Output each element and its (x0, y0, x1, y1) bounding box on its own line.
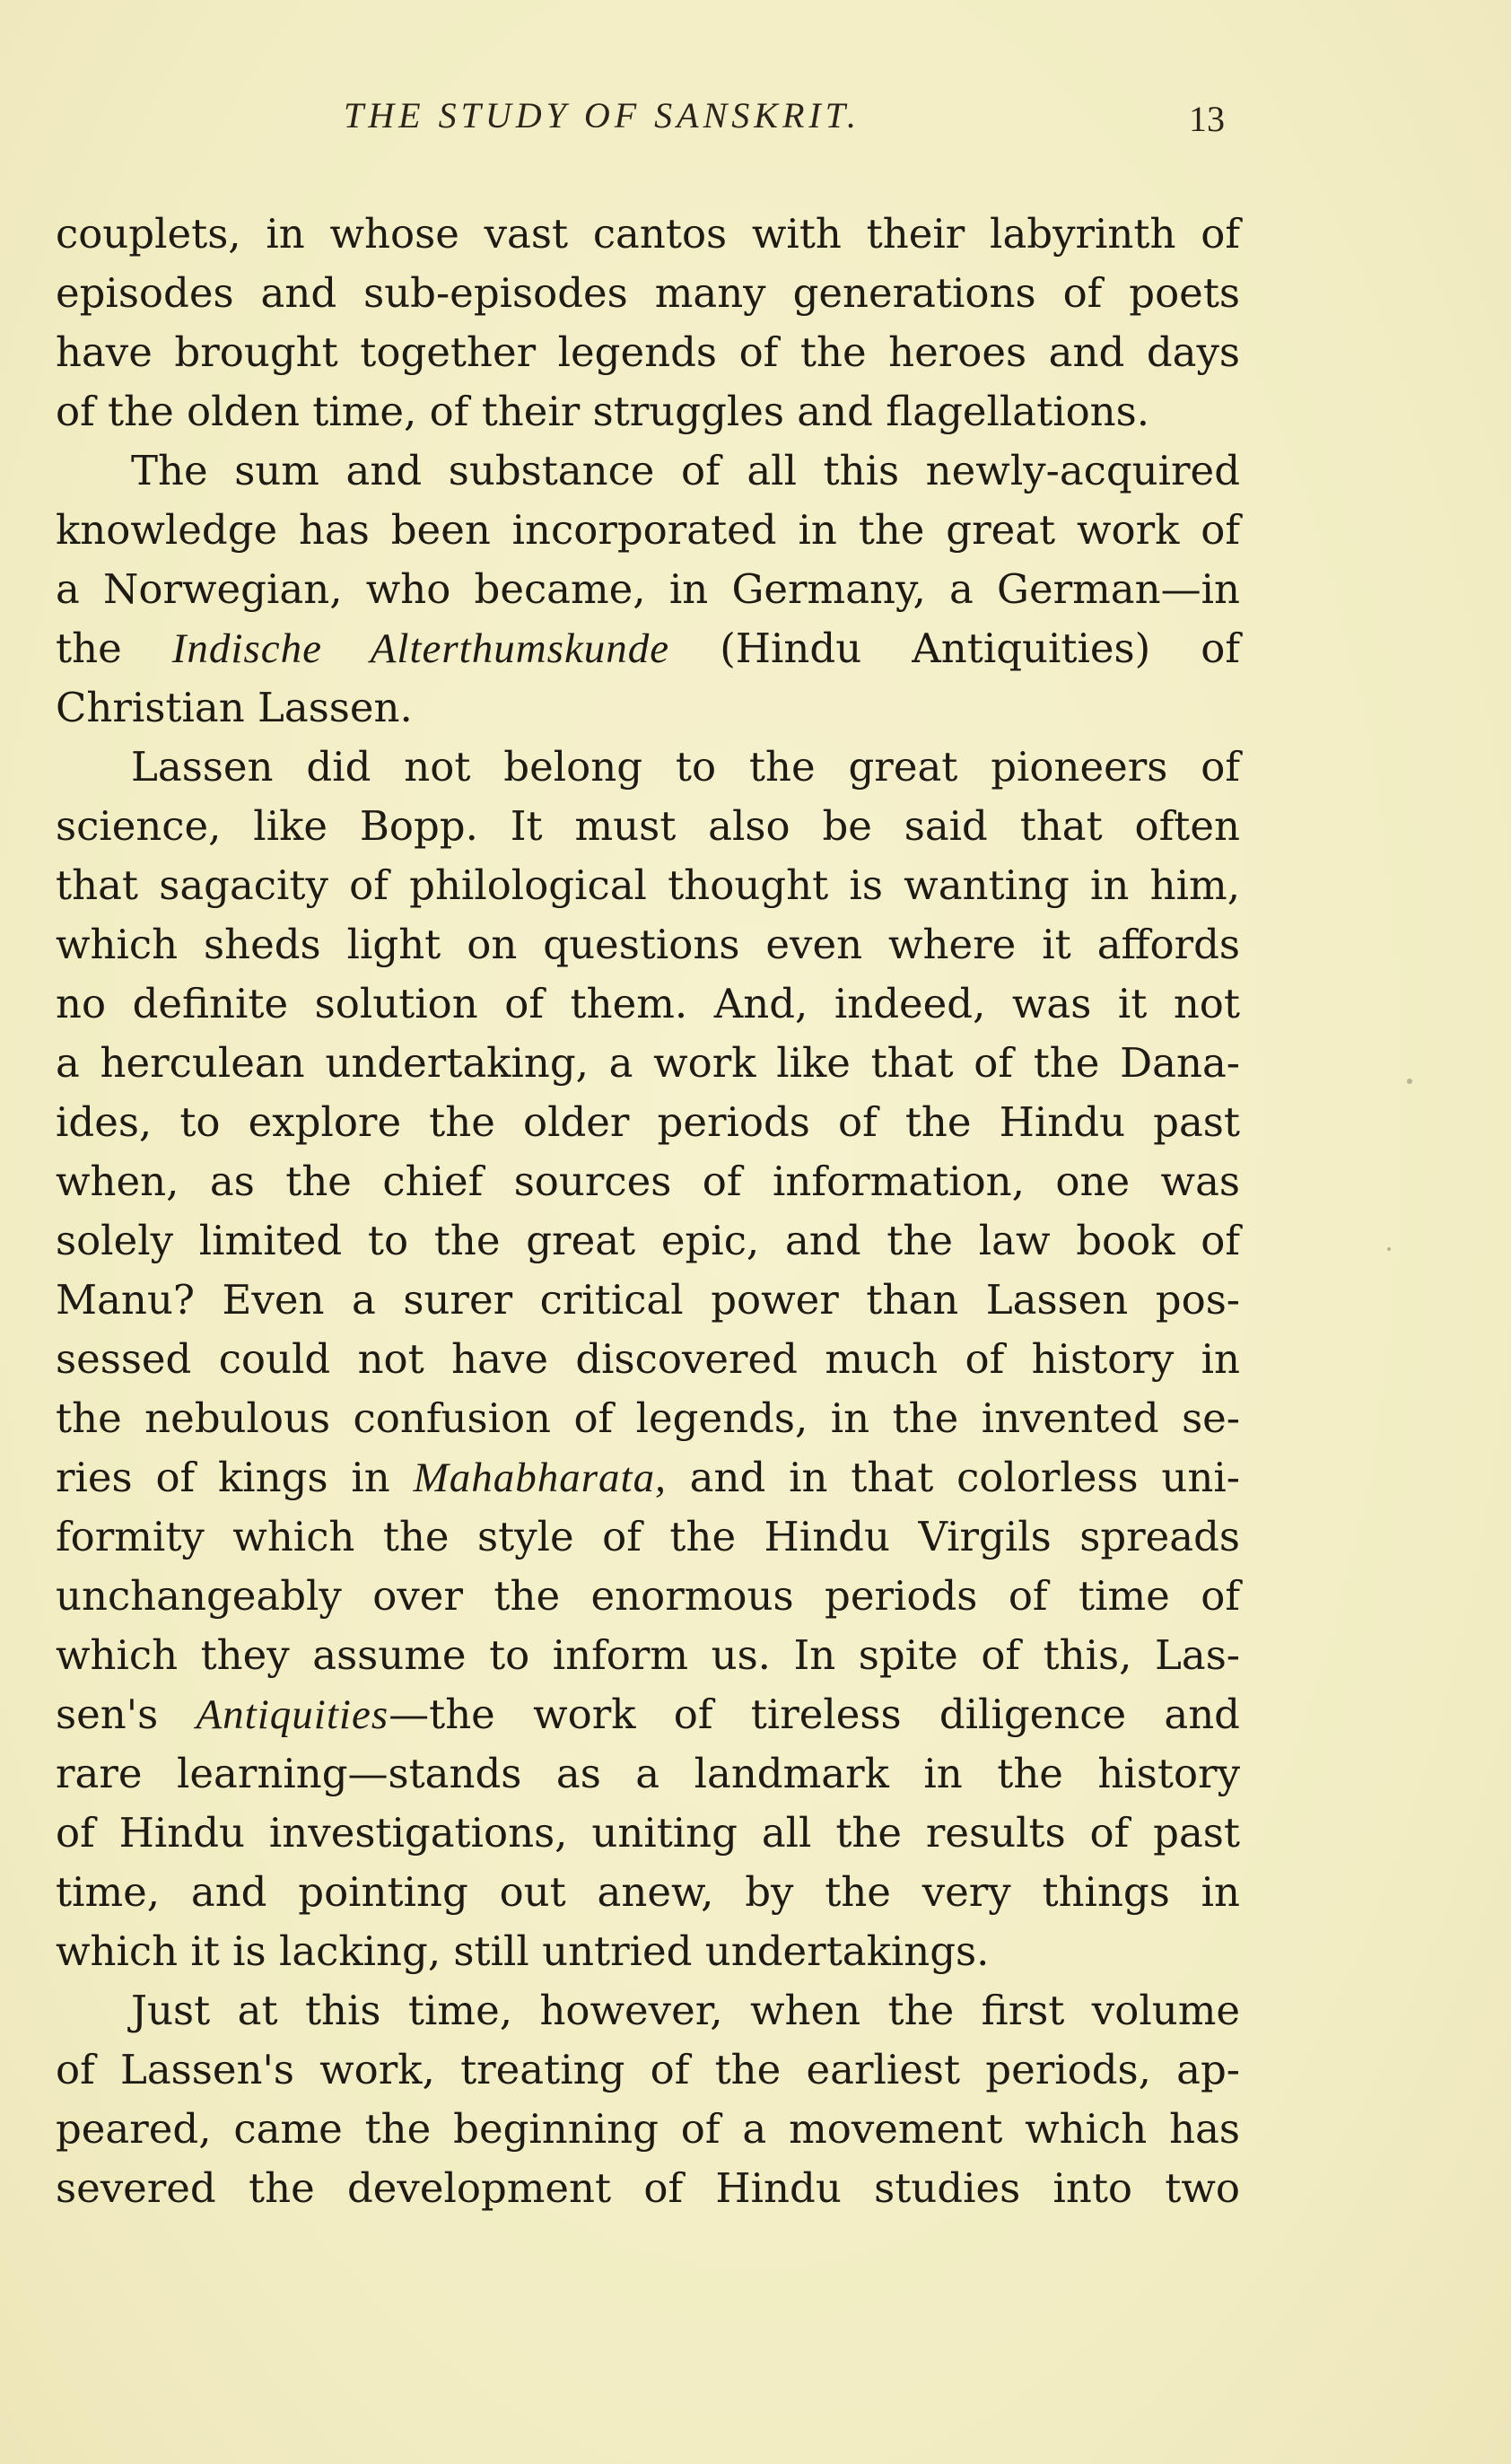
italic-title: Indische Alterthumskunde (171, 625, 670, 672)
text-line: which they assume to inform us. In spite of this, Las- (56, 1631, 1240, 1679)
text-line: of the olden time, of their struggles and flagellations. (56, 388, 1150, 435)
text-line: of Lassen's work, treating of the earliest periods, ap- (56, 2046, 1240, 2093)
text-line-with-italic (56, 1448, 1240, 1507)
text-run: ries of kings in (56, 1454, 414, 1501)
text-line: which sheds light on questions even where it affords (56, 921, 1240, 968)
text-line-with-italic (56, 619, 1240, 678)
text-line: unchangeably over the enormous periods of time of (56, 1572, 1240, 1620)
text-line: couplets, in whose vast cantos with their labyrinth of (56, 210, 1240, 258)
text-line: have brought together legends of the heroes and days (56, 328, 1240, 376)
text-line: Just at this time, however, when the first volume (131, 1987, 1240, 2034)
text-line: of Hindu investigations, uniting all the results of past (56, 1809, 1240, 1857)
text-line: Lassen did not belong to the great pioneers of (131, 743, 1240, 791)
text-line: science, like Bopp. It must also be said that often (56, 802, 1240, 850)
text-line: sessed could not have discovered much of history in (56, 1335, 1240, 1383)
text-line: no definite solution of them. And, indeed, was it not (56, 980, 1240, 1027)
text-line: Christian Lassen. (56, 684, 413, 731)
paper-speck (1387, 1247, 1391, 1251)
running-head (0, 94, 1511, 148)
text-line: knowledge has been incorporated in the great work of (56, 506, 1240, 554)
text-run: and in that colorless uni- (666, 1454, 1240, 1501)
text-line: solely limited to the great epic, and the law book of (56, 1217, 1240, 1264)
text-line: the nebulous confusion of legends, in the invented se- (56, 1394, 1240, 1442)
text-line: Manu? Even a surer critical power than Lassen pos- (56, 1276, 1240, 1324)
text-line: severed the development of Hindu studies into two (56, 2164, 1240, 2212)
text-line: formity which the style of the Hindu Virgils spreads (56, 1513, 1240, 1560)
text-line: ides, to explore the older periods of the Hindu past (56, 1098, 1240, 1146)
text-line: The sum and substance of all this newly-acquired (131, 447, 1240, 494)
page-number: 13 (1189, 99, 1225, 139)
text-line: time, and pointing out anew, by the very things in (56, 1868, 1240, 1916)
italic-title: Antiquities (196, 1691, 389, 1738)
text-line-with-italic (56, 1685, 1240, 1744)
text-line: which it is lacking, still untried undertakings. (56, 1927, 990, 1975)
text-line: a herculean undertaking, a work like that of the Dana- (56, 1039, 1240, 1087)
text-line: peared, came the beginning of a movement which has (56, 2105, 1240, 2153)
paper-speck (1407, 1079, 1412, 1084)
text-run: the (56, 625, 172, 672)
text-line: that sagacity of philological thought is wanting in him, (56, 861, 1240, 909)
italic-title: Mahabharata, (413, 1455, 667, 1501)
running-title: THE STUDY OF SANSKRIT. (344, 95, 860, 135)
text-line: episodes and sub-episodes many generations of poets (56, 269, 1240, 317)
text-run: (Hindu Antiquities) of (669, 625, 1240, 672)
text-line: rare learning—stands as a landmark in the history (56, 1750, 1240, 1797)
text-line: when, as the chief sources of information, one was (56, 1158, 1240, 1205)
text-line: a Norwegian, who became, in Germany, a German—in (56, 565, 1240, 613)
text-run: sen's (56, 1691, 197, 1738)
body-text (56, 205, 1240, 2218)
text-run: —the work of tireless diligence and (389, 1691, 1240, 1738)
